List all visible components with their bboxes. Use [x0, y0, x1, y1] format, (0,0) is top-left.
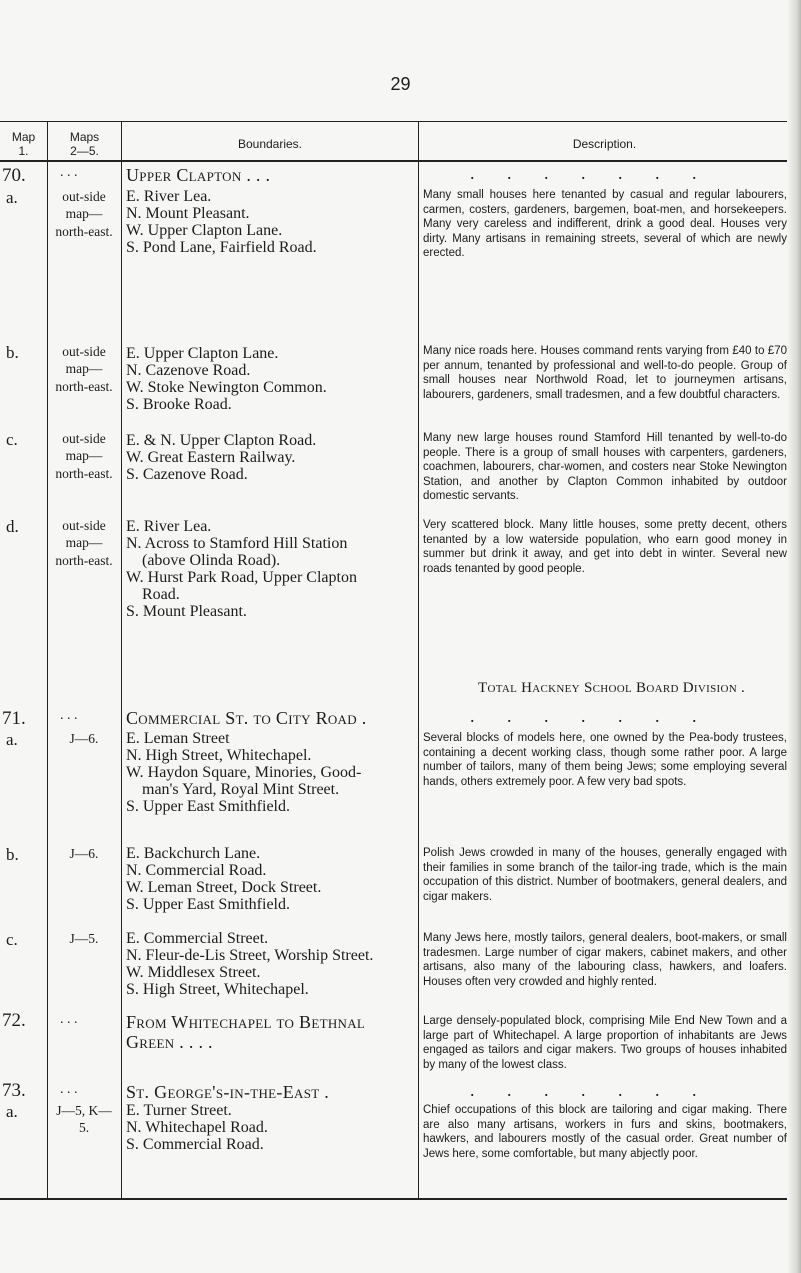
page-number: 29: [390, 74, 411, 94]
entry-70d-bound-w2: Road.: [142, 586, 180, 603]
section-70-maps: . . .: [60, 165, 78, 180]
entry-73a-bound-s: S. Commercial Road.: [126, 1136, 264, 1153]
entry-71a-letter: a.: [6, 730, 18, 749]
entry-70a-desc: Many small houses here tenanted by casual and regular labourers, carmen, costers, gardeners, bargemen, boat-men, and horsekeepers. Many very careless and indifferent, drink a good deal. Houses very dirty. Many artisans in remaining streets, several of which are newly erected.: [423, 189, 787, 260]
page-edge-shadow: [787, 0, 801, 1273]
entry-70c-maps: out-side map—north-east.: [55, 431, 113, 481]
entry-70a-bound-w: W. Upper Clapton Lane.: [126, 222, 283, 239]
section-73-title: St. George's-in-the-East .: [126, 1082, 330, 1102]
entry-71b-bound-e: E. Backchurch Lane.: [126, 845, 261, 862]
entry-70c-bound-s: S. Cazenove Road.: [126, 466, 248, 483]
entry-71c-letter: c.: [6, 930, 18, 949]
entry-70a-bound-n: N. Mount Pleasant.: [126, 205, 250, 222]
section-71-maps: . . .: [60, 708, 78, 723]
section-72-title-2: Green . . . .: [126, 1032, 213, 1052]
entry-70b-bound-e: E. Upper Clapton Lane.: [126, 345, 279, 362]
entry-71a-bound-w: W. Haydon Square, Minories, Good-: [126, 764, 362, 781]
entry-71a-bound-w2: man's Yard, Royal Mint Street.: [142, 781, 340, 798]
total-hackney-line: Total Hackney School Board Division .: [478, 680, 746, 696]
entry-73a-letter: a.: [6, 1102, 18, 1121]
entry-70b-letter: b.: [6, 343, 19, 362]
entry-70d-desc: Very scattered block. Many little houses, some pretty decent, others tenanted by a low waterside population, who earn good money in summer but drink it away, and get into debt in winter. Several new roads tenanted by good people.: [423, 519, 787, 575]
entry-71c-bound-s: S. High Street, Whitechapel.: [126, 981, 309, 998]
entry-71a-desc: Several blocks of models here, one owned by the Pea-body trustees, containing a decent working class, though some rather poor. A large number of tailors, many of them being Jews; some employing several hands, others extremely poor. A few very bad spots.: [423, 732, 787, 788]
entry-71c-bound-e: E. Commercial Street.: [126, 930, 269, 947]
entry-71b-letter: b.: [6, 845, 19, 864]
entry-71a-bound-n: N. High Street, Whitechapel.: [126, 747, 312, 764]
section-72-desc: Large densely-populated block, comprising Mile End New Town and a large part of Whitechapel. A large proportion of inhabitants are Jews engaged as tailors and cigar makers. Two groups of houses inhabited by many of the lowest class.: [423, 1015, 787, 1071]
section-72-number: 72.: [2, 1010, 26, 1031]
entry-70d-maps: out-side map—north-east.: [55, 518, 113, 568]
entry-70c-bound-w: W. Great Eastern Railway.: [126, 449, 296, 466]
entry-71c-desc: Many Jews here, mostly tailors, general dealers, boot-makers, or small tradesmen. Large number of cigar makers, cabinet makers, and other artisans, also many of the labouring class, hawkers, and loafers. Houses often very crowded and highly rented.: [423, 932, 787, 988]
section-71-number: 71.: [2, 708, 26, 729]
entry-70b-bound-n: N. Cazenove Road.: [126, 362, 251, 379]
section-73-maps: . . .: [60, 1082, 78, 1097]
entry-73a-maps: J—5, K—5.: [56, 1103, 112, 1136]
entry-70a-bound-e: E. River Lea.: [126, 188, 212, 205]
section-71-title: Commercial St. to City Road .: [126, 708, 367, 728]
entry-73a-bound-n: N. Whitechapel Road.: [126, 1119, 268, 1136]
section-70-title: Upper Clapton . . .: [126, 165, 271, 185]
section-71-desc-dots: . . . . . . .: [470, 706, 711, 726]
section-73-desc-dots: . . . . . . .: [470, 1080, 711, 1100]
entry-70d-bound-n: N. Across to Stamford Hill Station: [126, 535, 348, 552]
entry-71c-bound-w: W. Middlesex Street.: [126, 964, 261, 981]
entry-70d-bound-s: S. Mount Pleasant.: [126, 603, 247, 620]
entry-70b-bound-s: S. Brooke Road.: [126, 396, 232, 413]
entry-70b-desc: Many nice roads here. Houses command rents varying from £40 to £70 per annum, tenanted by professional and well-to-do people. Group of small houses near Northwold Road, let to journeymen artisans, labourers, gardeners, small tradesmen, and a few doubtful characters.: [423, 345, 787, 401]
entry-70a-letter: a.: [6, 188, 18, 207]
entry-71c-maps: J—5.: [69, 931, 99, 946]
entry-71a-bound-s: S. Upper East Smithfield.: [126, 798, 290, 815]
section-70-desc-dots: . . . . . . .: [470, 163, 711, 183]
entry-70d-letter: d.: [6, 517, 19, 536]
entry-71b-maps: J—6.: [69, 846, 99, 861]
entry-70d-bound-w: W. Hurst Park Road, Upper Clapton: [126, 569, 357, 586]
entry-71b-bound-w: W. Leman Street, Dock Street.: [126, 879, 322, 896]
entry-71b-bound-n: N. Commercial Road.: [126, 862, 267, 879]
header-map: Map 1.: [11, 130, 36, 158]
entry-70a-bound-s: S. Pond Lane, Fairfield Road.: [126, 239, 317, 256]
entry-71b-bound-s: S. Upper East Smithfield.: [126, 896, 290, 913]
section-73-number: 73.: [2, 1080, 26, 1101]
section-72-title: From Whitechapel to Bethnal: [126, 1012, 366, 1032]
entry-70c-letter: c.: [6, 430, 18, 449]
entry-70c-desc: Many new large houses round Stamford Hill tenanted by well-to-do people. There is a group of small houses with carpenters, gardeners, coachmen, labourers, char-women, and costers near Stoke Newington Station, and another by Clapton Common inhabited by outdoor domestic servants.: [423, 432, 787, 503]
entry-70d-bound-n2: (above Olinda Road).: [142, 552, 281, 569]
header-boundaries: Boundaries.: [237, 137, 303, 151]
entry-71a-maps: J—6.: [69, 731, 99, 746]
entry-70d-bound-e: E. River Lea.: [126, 518, 212, 535]
entry-73a-bound-e: E. Turner Street.: [126, 1102, 232, 1119]
entry-70c-bound-e: E. & N. Upper Clapton Road.: [126, 432, 317, 449]
entry-71b-desc: Polish Jews crowded in many of the houses, generally engaged with their families in some branch of the tailor-ing trade, which is the main occupation of this district. Number of bootmakers, general dealers, and cigar makers.: [423, 847, 787, 903]
entry-70a-maps: out-side map—north-east.: [55, 189, 113, 239]
entry-71a-bound-e: E. Leman Street: [126, 730, 230, 747]
entry-70b-maps: out-side map—north-east.: [55, 344, 113, 394]
section-70-number: 70.: [2, 165, 26, 186]
entry-70b-bound-w: W. Stoke Newington Common.: [126, 379, 327, 396]
header-description: Description.: [572, 137, 637, 151]
header-maps: Maps 2—5.: [69, 130, 100, 158]
entry-71c-bound-n: N. Fleur-de-Lis Street, Worship Street.: [126, 947, 374, 964]
section-72-maps: . . .: [60, 1012, 78, 1027]
entry-73a-desc: Chief occupations of this block are tailoring and cigar making. There are also many artisans, workers in furs and skins, bootmakers, hawkers, and labourers mostly of the casual order. Great number of Jews here, some comfortable, but many abjectly poor.: [423, 1104, 787, 1160]
